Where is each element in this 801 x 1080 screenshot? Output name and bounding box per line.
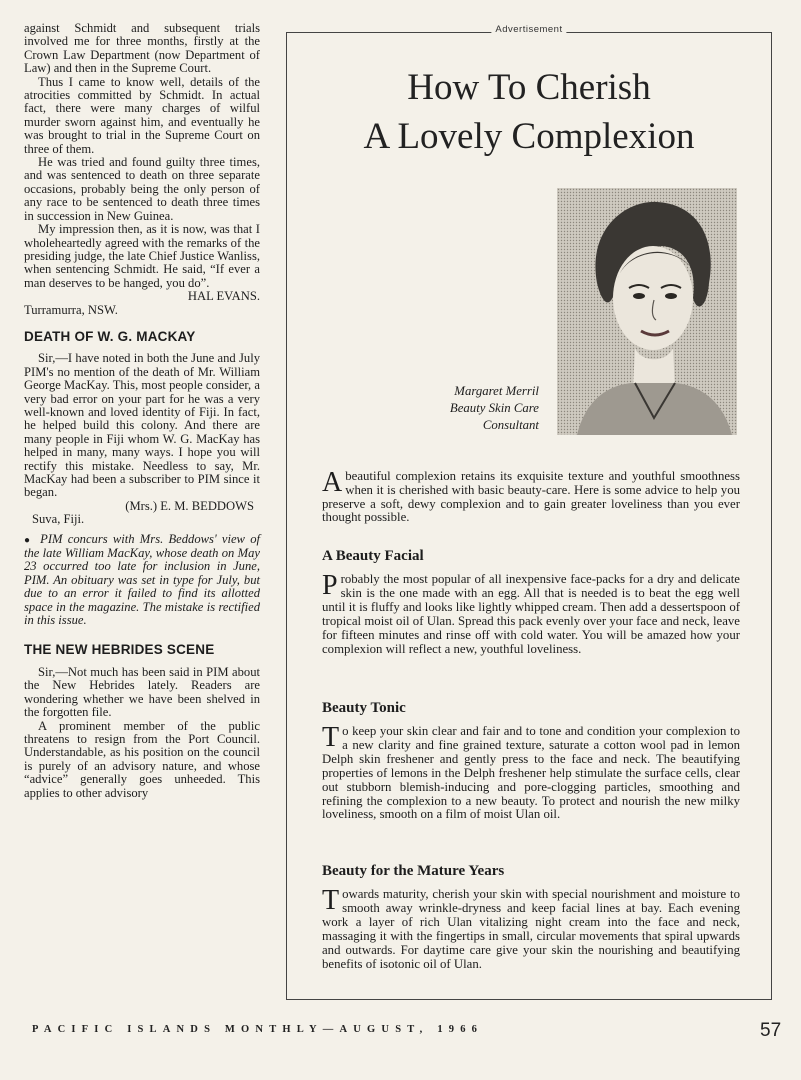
ad-intro-text: beautiful complexion retains its exquisite texture and youthful smoothness when it is cherished with basic beauty-care. Here is some advice to help you preserve a soft, dewy complexion and to gain greater loveliness than you ever thought possible. (322, 469, 740, 525)
ad-section-heading: Beauty for the Mature Years (322, 863, 505, 879)
editor-note-text: PIM concurs with Mrs. Beddows' view of the late William MacKay, whose death on May 23 occurred too late for inclusion in June, PIM. An obituary was set in type for July, but due to an error it failed to find its allotted space in the magazine. The mistake is rectified in this issue. (24, 531, 260, 628)
ad-section-body (322, 885, 740, 971)
page-footer: PACIFIC ISLANDS MONTHLY—AUGUST, 1966 (32, 1024, 484, 1035)
caption-name: Margaret Merril (454, 384, 539, 398)
ad-section-text: owards maturity, cherish your skin with special nourishment and moisture to smooth away wrinkle-dryness and keep facial lines at bay. Each evening work a layer of rich Ulan vitalizing night cream into the face and neck, massaging it with the fingertips in small, circular movements that spiral upwards and outwards. For daytime care give your skin the nourishing and beautifying benefits of isotonic oil of Ulan. (322, 887, 740, 971)
letter-paragraph: Sir,—I have noted in both the June and July PIM's no mention of the death of Mr. William George MacKay. This, most people consider, a very bad error on your part for he was a very well-known and loved identity of Fiji. In fact, he helped build this colony. And there are many people in Fiji whom W. G. MacKay has helped in many, many ways. I hope you will rectify this mistake. Needless to say, Mr. MacKay had been a subscriber to PIM since it began. (24, 351, 260, 500)
ad-section-tonic (322, 700, 740, 822)
letter-location: Suva, Fiji. (32, 512, 85, 527)
advertisement-label: Advertisement (491, 24, 566, 35)
section-heading: DEATH OF W. G. MACKAY (24, 328, 196, 344)
editor-note (24, 533, 260, 628)
caption-title: Beauty Skin Care (449, 401, 539, 415)
ad-section-text: robably the most popular of all inexpensive face-packs for a dry and delicate skin is the one made with an egg. All that is needed is to beat the egg well until it is fluffy and looks like lightly whipped cream. Then add a dessertspoon of tropical moist oil of Ulan. Spread this pack evenly over your face and neck, leave for fifteen minutes and rinse off with cold water. You will be amazed how your complexion will reflect a new, youthful loveliness. (322, 572, 740, 656)
advertisement-box (286, 24, 772, 1000)
letter-signature: HAL EVANS. (187, 289, 260, 304)
portrait-caption (347, 383, 539, 434)
letter-paragraph: He was tried and found guilty three times, and was sentenced to death on three separate occasions, probably being the only person of any race to be sentenced to death three times in succession in New Guinea. (24, 155, 260, 223)
ad-section-facial (322, 548, 740, 656)
letter-paragraph: Thus I came to know well, details of the atrocities committed by Schmidt. In actual fact, there were many charges of wilful murder sworn against him, and eventually he was brought to trial in the Supreme Court on three of them. (24, 74, 260, 156)
ad-title (287, 63, 771, 161)
ad-section-heading: Beauty Tonic (322, 700, 406, 716)
drop-cap: P (322, 570, 338, 601)
ad-section-text: o keep your skin clear and fair and to tone and condition your complexion to a new clarity and fine grained texture, saturate a cotton wool pad in lemon Delph skin freshener and gently press to the face and neck. The beautifying properties of lemons in the Delph freshener help stimulate the surface cells, clear out stubborn blemish-inducing and pore-clogging particles, smoothing and refining the complexion to a new beauty. To protect and nourish the new milky loveliness, smooth on a film of moist Ulan oil. (322, 724, 740, 822)
ad-section-heading: A Beauty Facial (322, 548, 424, 564)
letter-signature: (Mrs.) E. M. BEDDOWS (125, 498, 254, 513)
letter-location: Turramurra, NSW. (24, 302, 118, 317)
section-heading: THE NEW HEBRIDES SCENE (24, 642, 215, 658)
letter-paragraph: My impression then, as it is now, was that I wholeheartedly agreed with the remarks of the presiding judge, the late Chief Justice Wanliss, when sentencing Schmidt. He said, “If ever a man deserves to be hanged, you do”. (24, 222, 260, 290)
portrait-image (557, 188, 737, 435)
ad-title-line: How To Cherish (407, 67, 651, 108)
bullet-icon: ● (24, 534, 33, 546)
drop-cap: T (322, 722, 340, 753)
drop-cap: A (322, 467, 343, 498)
drop-cap: T (322, 885, 340, 916)
ad-section-body (322, 722, 740, 822)
caption-role: Consultant (482, 418, 539, 432)
ad-title-line: A Lovely Complexion (363, 116, 695, 157)
ad-section-body (322, 570, 740, 656)
ad-intro (322, 467, 740, 525)
ad-section-mature (322, 863, 740, 971)
letter-paragraph: against Schmidt and subsequent trials involved me for three months, firstly at the Crown Law Department (now Department of Law) and then in the Supreme Court. (24, 21, 260, 76)
page-number: 57 (760, 1020, 782, 1041)
letter-paragraph: A prominent member of the public threatens to resign from the Port Council. Understandable, as his position on the council is purely of an advisory nature, and whose “advice” generally goes unheeded. This applies to other advisory (24, 718, 260, 800)
letters-column (24, 22, 260, 800)
letter-paragraph: Sir,—Not much has been said in PIM about the New Hebrides lately. Readers are wondering whether we have been shelved in the forgotten file. (24, 664, 260, 720)
